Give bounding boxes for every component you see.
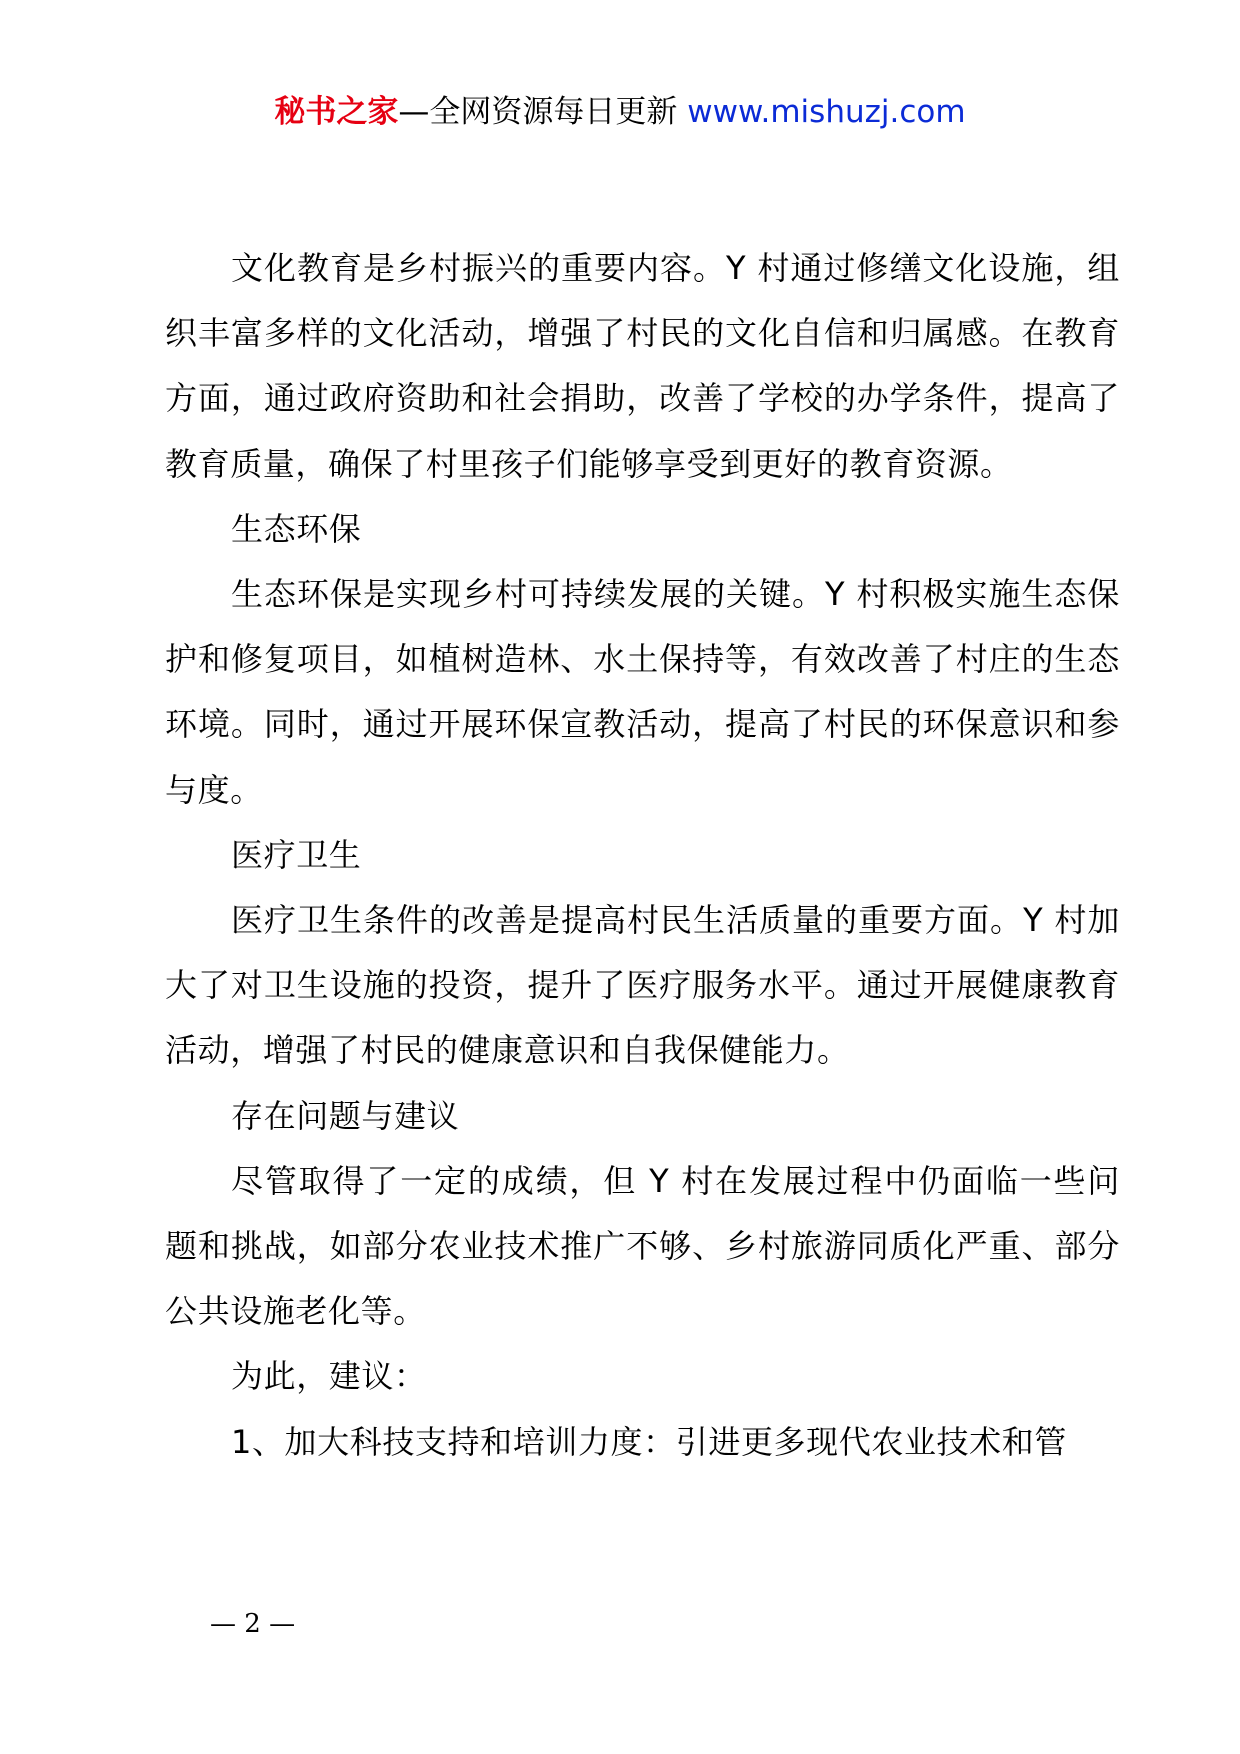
page-header	[0, 92, 1240, 132]
section-heading-problems: 存在问题与建议	[231, 1096, 460, 1135]
paragraph-problems: 尽管取得了一定的成绩，但 Y 村在发展过程中仍面临一些问题和挑战，如部分农业技术推广不够、乡村旅游同质化严重、部分公共设施老化等。	[165, 1161, 1120, 1331]
page-number: — 2 —	[210, 1609, 296, 1639]
paragraph-healthcare: 医疗卫生条件的改善是提高村民生活质量的重要方面。Y 村加大了对卫生设施的投资，提升了医疗服务水平。通过开展健康教育活动，增强了村民的健康意识和自我保健能力。	[165, 901, 1120, 1070]
paragraph-suggestion-1: 1、加大科技支持和培训力度：引进更多现代农业技术和管	[231, 1422, 1067, 1461]
document-body	[165, 236, 1120, 1475]
paragraph-suggestions-intro: 为此，建议：	[231, 1357, 427, 1396]
section-heading-ecology: 生态环保	[231, 509, 362, 548]
paragraph-culture-education: 文化教育是乡村振兴的重要内容。Y 村通过修缮文化设施，组织丰富多样的文化活动，增强了村民的文化自信和归属感。在教育方面，通过政府资助和社会捐助，改善了学校的办学条件，提高了教育质量，确保了村里孩子们能够享受到更好的教育资源。	[165, 249, 1120, 483]
site-tagline: —全网资源每日更新	[398, 94, 688, 130]
site-brand: 秘书之家	[274, 94, 399, 130]
section-heading-healthcare: 医疗卫生	[231, 835, 362, 874]
site-url-link[interactable]: www.mishuzj.com	[687, 94, 966, 130]
paragraph-ecology: 生态环保是实现乡村可持续发展的关键。Y 村积极实施生态保护和修复项目，如植树造林、水土保持等，有效改善了村庄的生态环境。同时，通过开展环保宣教活动，提高了村民的环保意识和参与度。	[165, 575, 1120, 809]
